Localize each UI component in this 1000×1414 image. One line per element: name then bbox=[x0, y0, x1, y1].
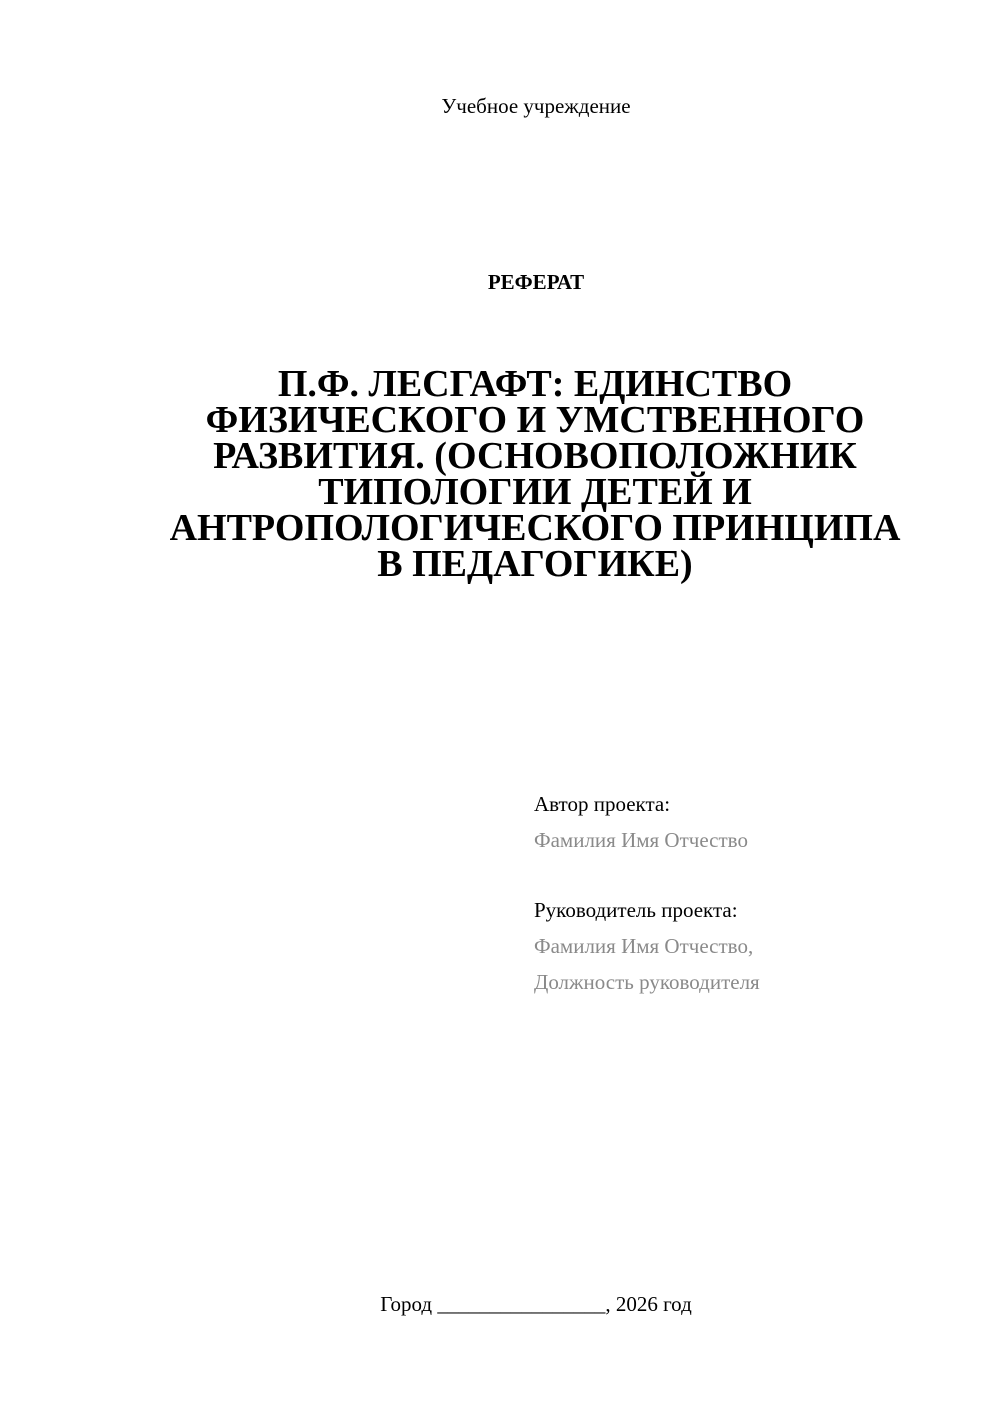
city-year-line: Город ________________, 2026 год bbox=[380, 1292, 692, 1316]
document-title bbox=[150, 363, 920, 585]
title-line: В ПЕДАГОГИКЕ) bbox=[377, 543, 693, 585]
title-line: П.Ф. ЛЕСГАФТ: ЕДИНСТВО bbox=[277, 363, 793, 405]
supervisor-label: Руководитель проекта: bbox=[534, 898, 738, 922]
title-line: РАЗВИТИЯ. (ОСНОВОПОЛОЖНИК bbox=[213, 435, 857, 477]
author-name-placeholder: Фамилия Имя Отчество bbox=[534, 828, 748, 852]
title-line: ФИЗИЧЕСКОГО И УМСТВЕННОГО bbox=[205, 399, 865, 441]
supervisor-name-placeholder: Фамилия Имя Отчество, bbox=[534, 934, 754, 958]
author-label: Автор проекта: bbox=[534, 792, 671, 816]
title-line: ТИПОЛОГИИ ДЕТЕЙ И bbox=[318, 471, 752, 513]
document-type: РЕФЕРАТ bbox=[487, 270, 585, 294]
title-line: АНТРОПОЛОГИЧЕСКОГО ПРИНЦИПА bbox=[169, 507, 901, 549]
supervisor-block bbox=[534, 892, 974, 1000]
institution-name: Учебное учреждение bbox=[441, 94, 631, 118]
author-block bbox=[534, 786, 974, 858]
supervisor-position-placeholder: Должность руководителя bbox=[534, 970, 760, 994]
